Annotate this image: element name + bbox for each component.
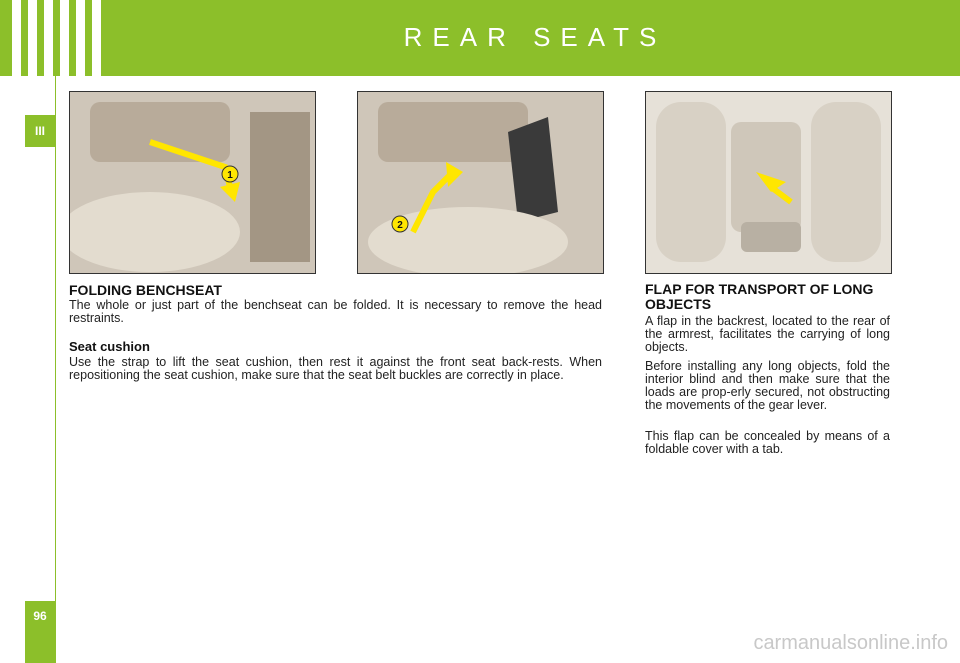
section-paragraph: The whole or just part of the benchseat can be folded. It is necessary to remove the head restraints.	[69, 298, 602, 325]
section-heading: FOLDING BENCHSEAT	[69, 282, 222, 298]
page-title: REAR SEATS	[403, 22, 667, 52]
flap-heading: FLAP FOR TRANSPORT OF LONG OBJECTS	[645, 281, 874, 312]
stripe	[12, 0, 21, 76]
subsection-paragraph: Use the strap to lift the seat cushion, then rest it against the front seat back-rests. When repositioning the seat cushion, make sure that the seat belt buckles are correctly in place.	[69, 355, 602, 382]
photo-folding-strap	[69, 91, 316, 274]
sidebar	[0, 76, 55, 663]
photo-rear-flap	[645, 91, 892, 274]
seat-illustration-2	[358, 92, 603, 273]
subsection-heading: Seat cushion	[69, 339, 150, 354]
stripe	[76, 0, 85, 76]
stripe	[92, 0, 101, 76]
callout-2: 2	[397, 220, 403, 231]
seat-illustration-3	[646, 92, 891, 273]
flap-paragraph: This flap can be concealed by means of a foldable cover with a tab.	[645, 429, 890, 456]
stripe	[44, 0, 53, 76]
flap-paragraph: Before installing any long objects, fold the interior blind and then make sure that the loads are prop-erly secured, not obstructing the movements of the gear lever.	[645, 359, 890, 412]
seat-illustration-1	[70, 92, 315, 273]
stripe	[28, 0, 37, 76]
page-number: 96	[25, 601, 55, 663]
header-stripes	[0, 0, 110, 76]
page-header	[0, 0, 960, 76]
chapter-tab[interactable]: III	[25, 115, 55, 147]
watermark: carmanualsonline.info	[753, 632, 948, 654]
photo-cushion-lift	[357, 91, 604, 274]
flap-paragraph: A flap in the backrest, located to the rear of the armrest, facilitates the carrying of long objects.	[645, 314, 890, 354]
sidebar-divider	[55, 76, 56, 663]
stripe	[60, 0, 69, 76]
callout-1: 1	[227, 170, 233, 181]
